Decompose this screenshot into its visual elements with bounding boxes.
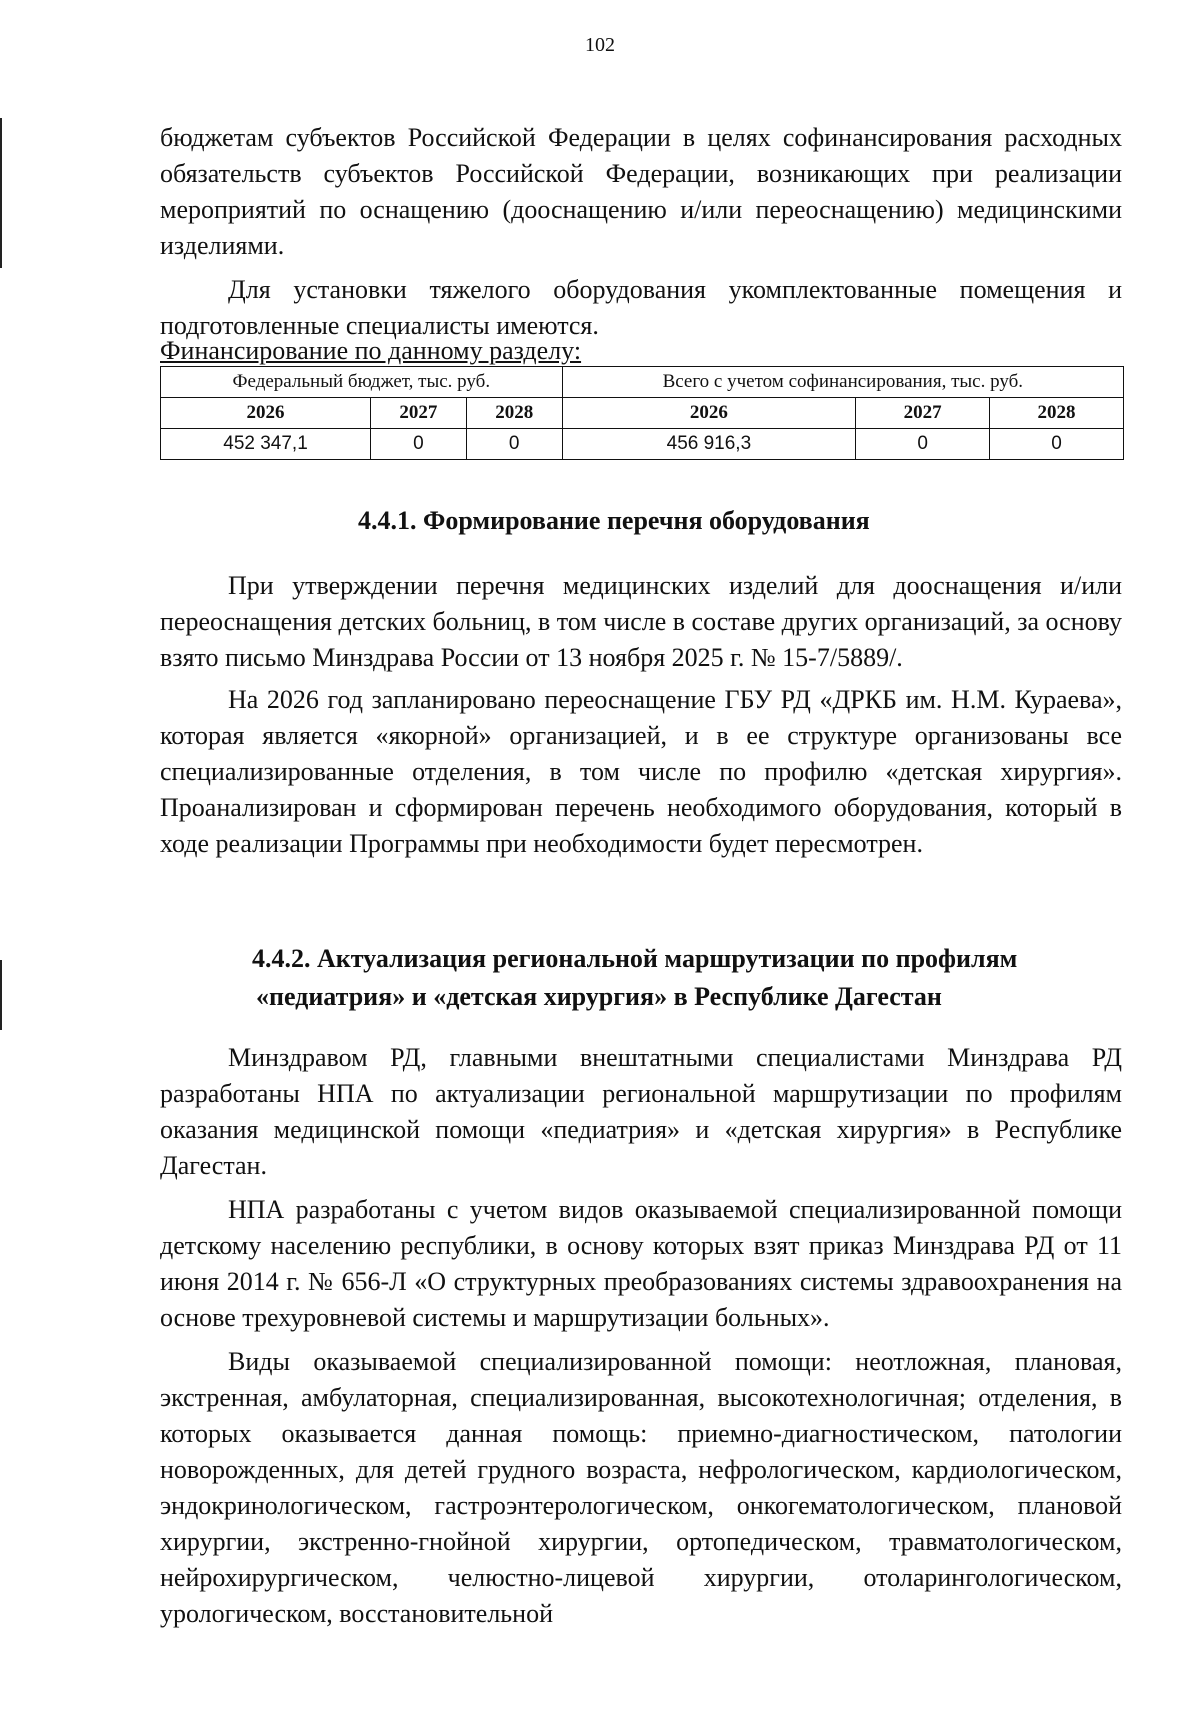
header-total-cofinancing: Всего с учетом софинансирования, тыс. руб. (562, 367, 1123, 398)
section-442-heading (252, 940, 1017, 1016)
section-441-body (160, 568, 1122, 862)
value-cell: 0 (856, 429, 990, 460)
table-header-row (161, 367, 1124, 398)
section-441-heading: 4.4.1. Формирование перечня оборудования (358, 506, 870, 535)
section-442-paragraph-1: Минздравом РД, главными внештатными специалистами Минздрава РД разработаны НПА по актуализации региональной маршрутизации по профилям оказания медицинской помощи «педиатрия» и «детская хирургия» в Республике Дагестан. (160, 1043, 1122, 1180)
page-number: 102 (585, 34, 615, 56)
section-442-paragraph-2: НПА разработаны с учетом видов оказываемой специализированной помощи детскому населению республики, в основу которых взят приказ Минздрава РД от 11 июня 2014 г. № 656-Л «О структурных преобразованиях системы здравоохранения на основе трехуровневой системы и маршрутизации больных». (160, 1195, 1122, 1332)
equipment-paragraph: Для установки тяжелого оборудования укомплектованные помещения и подготовленные специалисты имеются. (160, 275, 1122, 340)
year-cell: 2028 (990, 398, 1124, 429)
section-441-paragraph-1: При утверждении перечня медицинских изделий для дооснащения и/или переоснащения детских больниц, в том числе в составе других организаций, за основу взято письмо Минздрава России от 13 ноября 2025 г. № 15-7/5889/. (160, 571, 1123, 672)
financing-label: Финансирование по данному разделу: (160, 336, 582, 365)
section-442-heading-line-1: 4.4.2. Актуализация региональной маршрутизации по профилям (252, 944, 1018, 973)
value-cell: 452 347,1 (161, 429, 371, 460)
value-cell: 456 916,3 (562, 429, 856, 460)
year-cell: 2028 (466, 398, 562, 429)
table-values-row (161, 429, 1124, 460)
header-federal-budget: Федеральный бюджет, тыс. руб. (161, 367, 563, 398)
section-442-heading-line-2: «педиатрия» и «детская хирургия» в Республике Дагестан (256, 982, 942, 1011)
year-cell: 2026 (562, 398, 856, 429)
intro-paragraph: бюджетам субъектов Российской Федерации в целях софинансирования расходных обязательств субъектов Российской Федерации, возникающих при реализации мероприятий по оснащению (дооснащению и/или переоснащению) медицинскими изделиями. (160, 123, 1122, 260)
financing-label-line (160, 336, 581, 366)
scan-edge-mark (0, 960, 2, 1030)
section-441-paragraph-2: На 2026 год запланировано переоснащение ГБУ РД «ДРКБ им. Н.М. Кураева», которая является «якорной» организацией, и в ее структуре организованы все специализированные отделения, в том числе по профилю «детская хирургия». Проанализирован и сформирован перечень необходимого оборудования, который в ходе реализации Программы при необходимости будет пересмотрен. (160, 685, 1122, 858)
section-442-body (160, 1040, 1122, 1632)
value-cell: 0 (990, 429, 1124, 460)
section-442-paragraph-3: Виды оказываемой специализированной помощи: неотложная, плановая, экстренная, амбулаторная, специализированная, высокотехнологичная; отделения, в которых оказывается данная помощь: приемно-диагностическом, патологии новорожденных, для детей грудного возраста, нефрологическом, кардиологическом, эндокринологическом, гастроэнтерологическом, онкогематологическом, плановой хирургии, экстренно-гнойной хирургии, ортопедическом, травматологическом, нейрохирургическом, челюстно-лицевой хирургии, отоларингологическом, урологическом, восстановительной (160, 1347, 1122, 1628)
value-cell: 0 (466, 429, 562, 460)
intro-block (160, 120, 1122, 344)
scan-edge-mark (0, 118, 2, 268)
table-years-row (161, 398, 1124, 429)
year-cell: 2027 (856, 398, 990, 429)
value-cell: 0 (371, 429, 467, 460)
year-cell: 2027 (371, 398, 467, 429)
year-cell: 2026 (161, 398, 371, 429)
financing-table (160, 366, 1124, 460)
